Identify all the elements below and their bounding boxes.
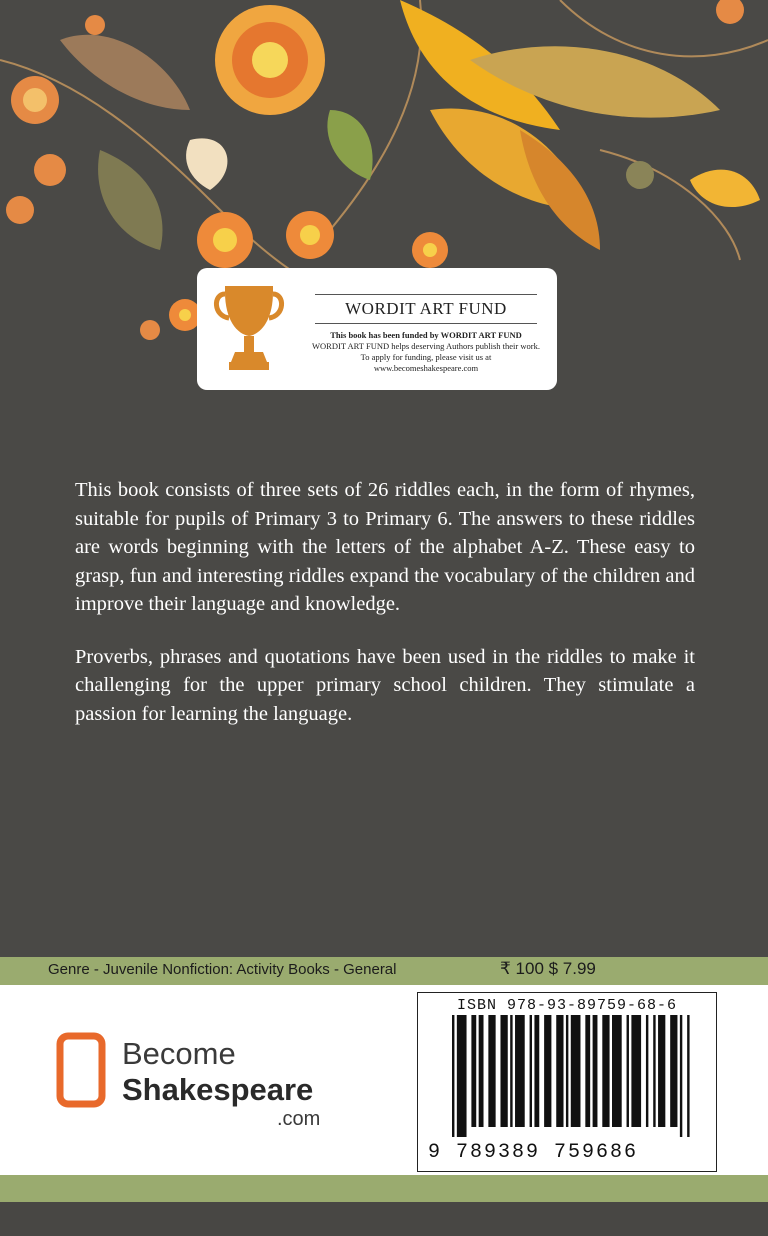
description-paragraph-1: This book consists of three sets of 26 riddles each, in the form of rhymes, suitable for pupils of Primary 3 to Primary 6. The answers to these riddles are words beginning with the letters of the alphabet A-Z. These easy to grasp, fun and interesting riddles expand the vocabulary of the children and improve their language and knowledge. xyxy=(75,479,695,615)
isbn-digits: 9 789389 759686 xyxy=(428,1141,639,1164)
barcode-bar xyxy=(515,1015,525,1127)
publisher-name-domain: .com xyxy=(277,1108,321,1130)
barcode-bar xyxy=(510,1015,512,1127)
barcode-bar xyxy=(556,1015,563,1127)
genre-label: Genre - Juvenile Nonfiction: Activity Books - General xyxy=(48,961,397,978)
wordit-art-fund-box xyxy=(197,268,557,390)
fund-line-2: WORDIT ART FUND helps deserving Authors publish their work. xyxy=(312,341,540,351)
publisher-logo-icon xyxy=(56,1032,106,1108)
barcode-bar xyxy=(612,1015,622,1127)
barcode-bar xyxy=(646,1015,648,1127)
barcode-bar xyxy=(658,1015,665,1127)
barcode-bar xyxy=(500,1015,507,1127)
fund-line-1: This book has been funded by WORDIT ART FUND xyxy=(330,330,522,340)
isbn-barcode xyxy=(417,992,717,1172)
barcode-bar xyxy=(471,1015,476,1127)
publisher-name-become: Become xyxy=(122,1036,236,1071)
barcode-bar xyxy=(457,1015,467,1137)
fund-line-3: To apply for funding, please visit us at xyxy=(360,352,492,362)
barcode-bar xyxy=(571,1015,581,1127)
barcode-bar xyxy=(593,1015,598,1127)
bottom-accent-bar xyxy=(0,1175,768,1202)
barcode-bar xyxy=(452,1015,454,1137)
fund-title: WORDIT ART FUND xyxy=(315,294,537,324)
description-paragraph-2: Proverbs, phrases and quotations have been used in the riddles to make it challenging for the upper primary school children. They stimulate a passion for learning the language. xyxy=(75,645,695,725)
barcode-bar xyxy=(670,1015,677,1127)
barcode-bar xyxy=(566,1015,568,1127)
barcode-bar xyxy=(653,1015,655,1127)
barcode-bar xyxy=(544,1015,551,1127)
genre-bar xyxy=(0,957,768,985)
barcode-bar xyxy=(534,1015,539,1127)
bottom-dark-strip xyxy=(0,1202,768,1236)
barcode-bar xyxy=(627,1015,629,1127)
book-description xyxy=(75,476,695,752)
isbn-label: ISBN 978-93-89759-68-6 xyxy=(456,997,678,1014)
barcode-bar xyxy=(687,1015,689,1137)
barcode-bar xyxy=(530,1015,532,1127)
fund-website: www.becomeshakespeare.com xyxy=(373,363,479,373)
publisher-name-shakespeare: Shakespeare xyxy=(122,1072,314,1107)
barcode-bars xyxy=(452,1015,692,1137)
barcode-bar xyxy=(680,1015,682,1137)
barcode-bar xyxy=(631,1015,641,1127)
barcode-bar xyxy=(585,1015,590,1127)
barcode-bar xyxy=(602,1015,609,1127)
barcode-bar xyxy=(488,1015,495,1127)
barcode-bar xyxy=(479,1015,484,1127)
fund-description xyxy=(297,330,555,374)
trophy-icon xyxy=(211,282,287,374)
price-label: ₹ 100 $ 7.99 xyxy=(500,959,596,978)
